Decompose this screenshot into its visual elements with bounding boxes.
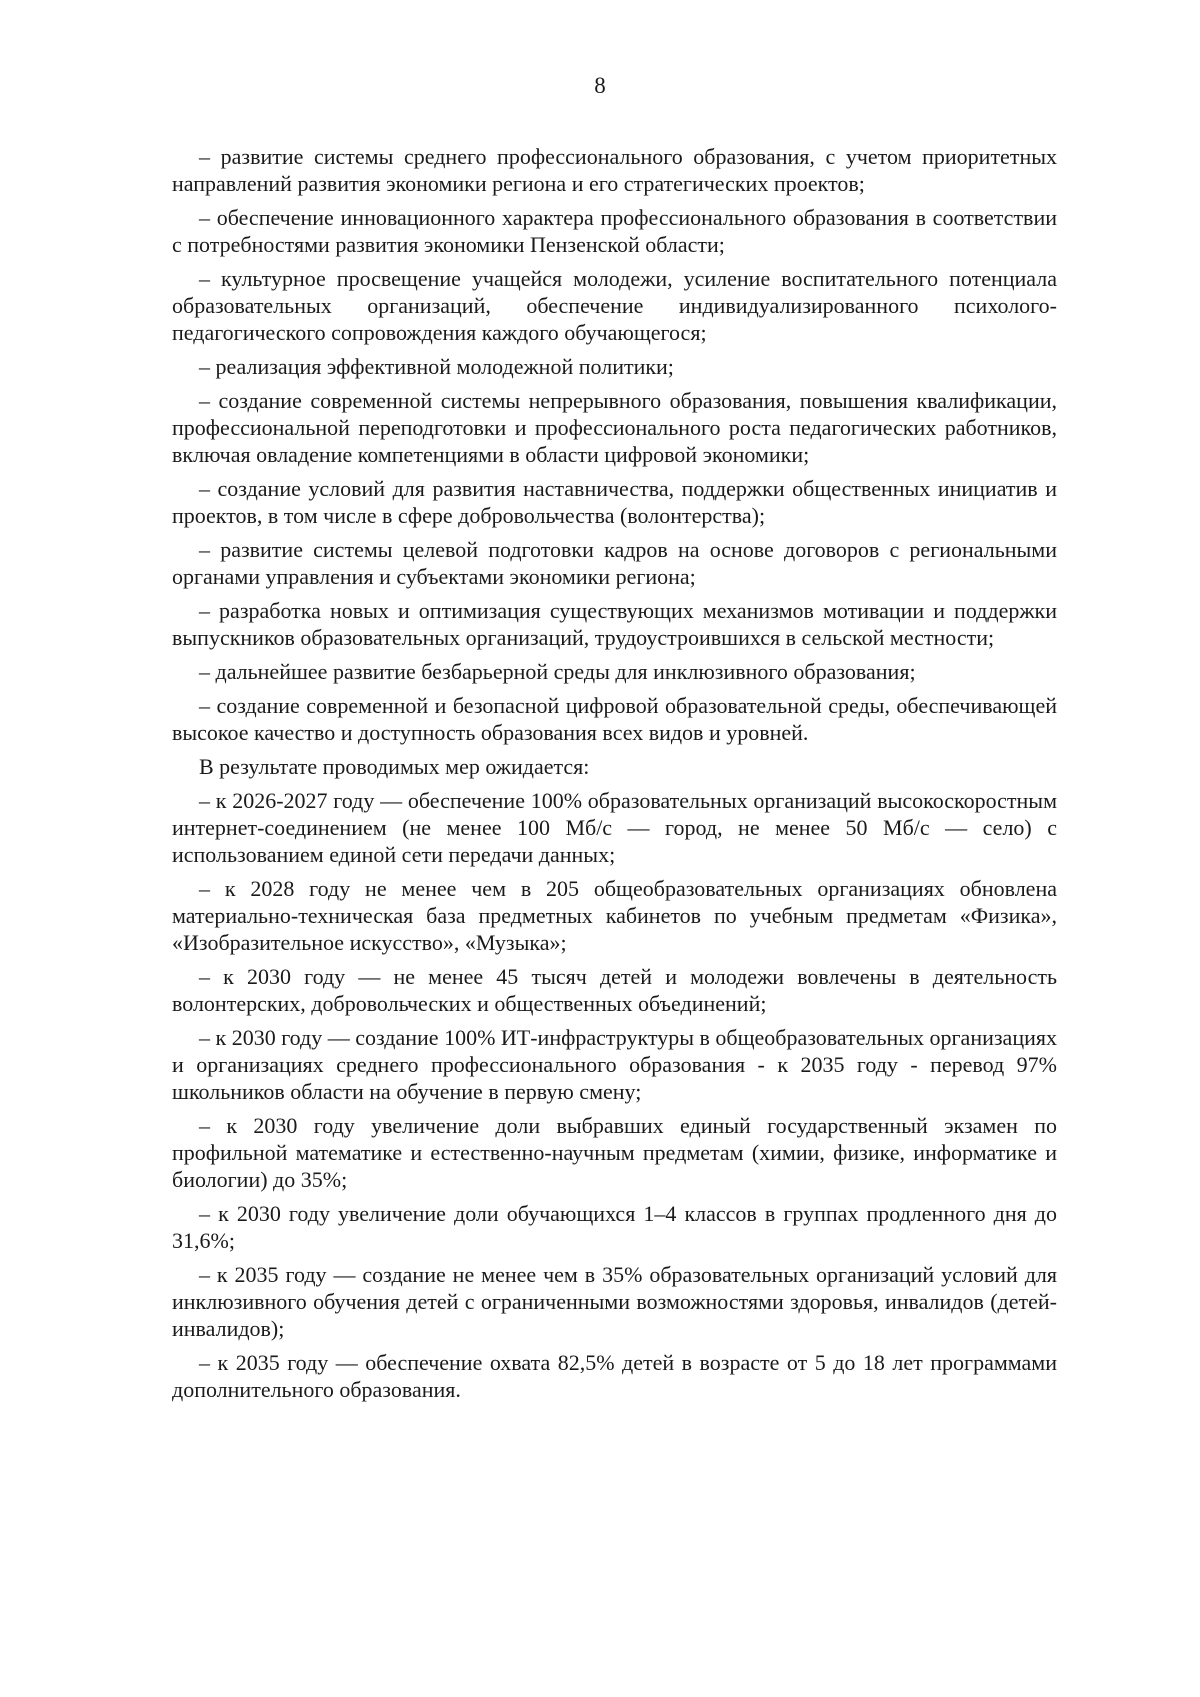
paragraph: – дальнейшее развитие безбарьерной среды для инклюзивного образования; [199, 659, 916, 684]
paragraph: – к 2030 году увеличение доли выбравших единый государственный экзамен по профильной математике и естественно-научным предметам (химии, физике, информатике и биологии) до 35%; [172, 1113, 1057, 1192]
paragraph: В результате проводимых мер ожидается: [199, 754, 590, 779]
paragraph: – разработка новых и оптимизация существующих механизмов мотивации и поддержки выпускников образовательных организаций, трудоустроившихся в сельской местности; [172, 598, 1057, 650]
paragraph: – к 2030 году — создание 100% ИТ-инфраструктуры в общеобразовательных организациях и организациях среднего профессионального образования - к 2035 году - перевод 97% школьников области на обучение в первую смену; [172, 1025, 1057, 1104]
paragraph: – создание современной и безопасной цифровой образовательной среды, обеспечивающей высокое качество и доступность образования всех видов и уровней. [172, 693, 1057, 745]
page-number: 8 [594, 73, 606, 98]
paragraph: – к 2026-2027 году — обеспечение 100% образовательных организаций высокоскоростным интернет-соединением (не менее 100 Мб/с — город, не менее 50 Мб/с — село) с использованием единой сети передачи данных; [172, 788, 1057, 867]
paragraph: – развитие системы целевой подготовки кадров на основе договоров с региональными органами управления и субъектами экономики региона; [172, 537, 1057, 589]
paragraph: – развитие системы среднего профессионального образования, с учетом приоритетных направлений развития экономики региона и его стратегических проектов; [172, 144, 1057, 196]
paragraph: – к 2030 году увеличение доли обучающихся 1–4 классов в группах продленного дня до 31,6%; [172, 1201, 1057, 1253]
paragraph: – к 2028 году не менее чем в 205 общеобразовательных организациях обновлена материально-техническая база предметных кабинетов по учебным предметам «Физика», «Изобразительное искусство», «Музыка»; [172, 876, 1057, 955]
paragraph: – реализация эффективной молодежной политики; [199, 354, 674, 379]
paragraph: – к 2035 году — обеспечение охвата 82,5% детей в возрасте от 5 до 18 лет программами дополнительного образования. [172, 1350, 1057, 1402]
paragraph: – к 2030 году — не менее 45 тысяч детей и молодежи вовлечены в деятельность волонтерских, добровольческих и общественных объединений; [172, 964, 1057, 1016]
paragraph: – культурное просвещение учащейся молодежи, усиление воспитательного потенциала образовательных организаций, обеспечение индивидуализированного психолого-педагогического сопровождения каждого обучающегося; [172, 266, 1057, 345]
document-body [172, 143, 1057, 1410]
paragraph: – создание условий для развития наставничества, поддержки общественных инициатив и проектов, в том числе в сфере добровольчества (волонтерства); [172, 476, 1057, 528]
paragraph: – к 2035 году — создание не менее чем в 35% образовательных организаций условий для инклюзивного обучения детей с ограниченными возможностями здоровья, инвалидов (детей-инвалидов); [172, 1262, 1057, 1341]
paragraph: – создание современной системы непрерывного образования, повышения квалификации, профессиональной переподготовки и профессионального роста педагогических работников, включая овладение компетенциями в области цифровой экономики; [172, 388, 1057, 467]
paragraph: – обеспечение инновационного характера профессионального образования в соответствии с потребностями развития экономики Пензенской области; [172, 205, 1057, 257]
